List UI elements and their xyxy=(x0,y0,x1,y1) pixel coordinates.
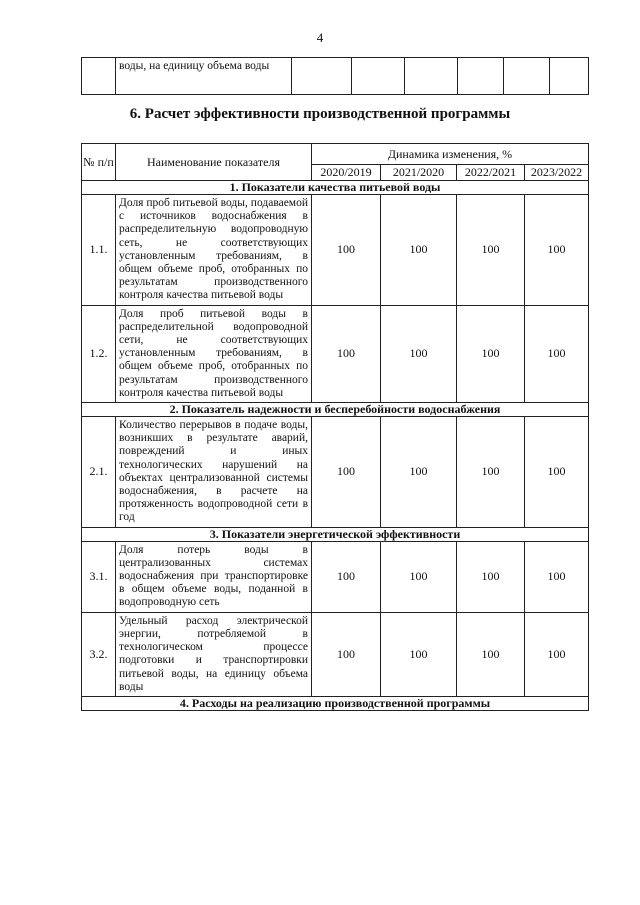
header-year: 2021/2020 xyxy=(381,165,457,181)
page-number: 4 xyxy=(316,30,324,45)
row-value: 100 xyxy=(457,195,525,306)
group-row xyxy=(82,403,589,417)
row-description: Удельный расход электрической энергии, потребляемой в технологическом процессе подготовки и транспортировки питьевой воды, на единицу объема воды xyxy=(116,612,312,696)
row-value: 100 xyxy=(381,305,457,402)
row-value: 100 xyxy=(457,541,525,612)
efficiency-table xyxy=(81,143,589,711)
group-title: 3. Показатели энергетической эффективности xyxy=(82,527,589,541)
table-row xyxy=(82,305,589,402)
row-value: 100 xyxy=(381,417,457,528)
header-year: 2020/2019 xyxy=(312,165,381,181)
continuation-value-cell xyxy=(292,58,352,95)
row-description: Доля потерь воды в централизованных системах водоснабжения при транспортировке в общем объеме воды, поданной в водопроводную сеть xyxy=(116,541,312,612)
continuation-row xyxy=(82,58,589,95)
header-row xyxy=(82,144,589,165)
row-value: 100 xyxy=(312,305,381,402)
row-value: 100 xyxy=(381,541,457,612)
row-description: Доля проб питьевой воды, подаваемой с источников водоснабжения в распределительную водопроводную сеть, не соответствующих установленным требованиям, в общем объеме проб, отобранных по результатам производственного контроля качества питьевой воды xyxy=(116,195,312,306)
group-row xyxy=(82,527,589,541)
section-title: 6. Расчет эффективности производственной программы xyxy=(129,106,511,122)
row-value: 100 xyxy=(312,195,381,306)
row-value: 100 xyxy=(525,417,589,528)
group-title: 4. Расходы на реализацию производственной программы xyxy=(82,696,589,710)
row-num: 3.2. xyxy=(82,612,116,696)
row-value: 100 xyxy=(525,541,589,612)
row-value: 100 xyxy=(312,612,381,696)
continuation-value-cell xyxy=(504,58,550,95)
group-title: 2. Показатель надежности и бесперебойности водоснабжения xyxy=(82,403,589,417)
continuation-description: воды, на единицу объема воды xyxy=(116,58,292,95)
row-value: 100 xyxy=(525,612,589,696)
row-value: 100 xyxy=(457,305,525,402)
row-value: 100 xyxy=(381,612,457,696)
row-num: 2.1. xyxy=(82,417,116,528)
continuation-value-cell xyxy=(550,58,589,95)
continuation-num-cell xyxy=(82,58,116,95)
header-num: № п/п xyxy=(82,144,116,181)
header-name: Наименование показателя xyxy=(116,144,312,181)
header-dynamics: Динамика изменения, % xyxy=(312,144,589,165)
row-value: 100 xyxy=(457,612,525,696)
group-row xyxy=(82,181,589,195)
row-value: 100 xyxy=(312,541,381,612)
continuation-value-cell xyxy=(352,58,405,95)
header-year: 2023/2022 xyxy=(525,165,589,181)
group-title: 1. Показатели качества питьевой воды xyxy=(82,181,589,195)
table-row xyxy=(82,195,589,306)
row-value: 100 xyxy=(312,417,381,528)
row-value: 100 xyxy=(381,195,457,306)
row-value: 100 xyxy=(525,195,589,306)
row-value: 100 xyxy=(457,417,525,528)
row-num: 1.2. xyxy=(82,305,116,402)
group-row xyxy=(82,696,589,710)
continuation-table xyxy=(81,57,589,95)
header-year: 2022/2021 xyxy=(457,165,525,181)
table-row xyxy=(82,541,589,612)
table-row xyxy=(82,612,589,696)
row-value: 100 xyxy=(525,305,589,402)
continuation-value-cell xyxy=(405,58,458,95)
table-row xyxy=(82,417,589,528)
row-description: Количество перерывов в подаче воды, возникших в результате аварий, повреждений и иных технологических нарушений на объектах централизованной системы водоснабжения, в расчете на протяженность водопроводной сети в год xyxy=(116,417,312,528)
row-num: 1.1. xyxy=(82,195,116,306)
row-num: 3.1. xyxy=(82,541,116,612)
continuation-value-cell xyxy=(458,58,504,95)
row-description: Доля проб питьевой воды в распределительной водопроводной сети, не соответствующих установленным требованиям, в общем объеме проб, отобранных по результатам производственного контроля качества питьевой воды xyxy=(116,305,312,402)
